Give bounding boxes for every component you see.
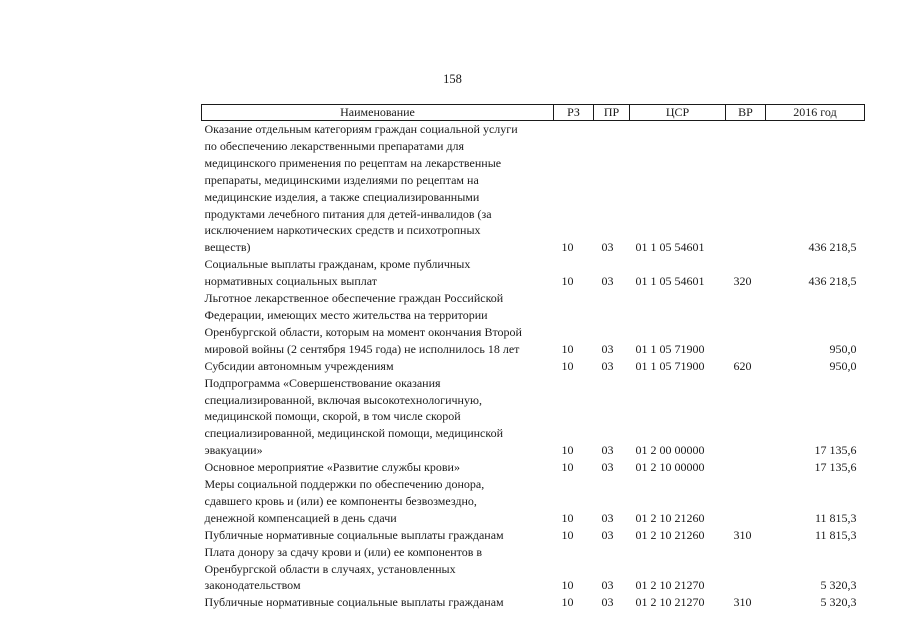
row-name-line: Субсидии автономным учреждениям xyxy=(204,358,394,373)
row-name xyxy=(202,459,554,476)
header-name: Наименование xyxy=(202,105,554,121)
row-vr xyxy=(726,375,766,460)
row-pr: 03 xyxy=(601,595,614,610)
row-name-line: Публичные нормативные социальные выплаты гражданам xyxy=(204,527,504,542)
row-name-line: денежной компенсацией в день сдачи xyxy=(204,510,397,525)
table-header xyxy=(202,105,865,121)
row-name xyxy=(202,476,554,527)
row-csr: 01 1 05 54601 xyxy=(635,274,705,289)
row-vr: 310 xyxy=(733,595,752,610)
row-name-line: препараты, медицинскими изделиями по рецептам на xyxy=(204,172,479,187)
row-vr: 320 xyxy=(733,274,752,289)
row-csr: 01 2 10 21260 xyxy=(635,527,705,542)
table-row xyxy=(202,594,865,611)
row-vr xyxy=(726,290,766,358)
row-pr: 03 xyxy=(601,443,614,458)
table-row xyxy=(202,121,865,257)
budget-table xyxy=(201,104,865,611)
row-csr: 01 2 10 00000 xyxy=(635,460,705,475)
row-name-line: Основное мероприятие «Развитие службы крови» xyxy=(204,460,460,475)
row-name xyxy=(202,544,554,595)
row-name-line: Плата донору за сдачу крови и (или) ее компонентов в xyxy=(204,544,483,559)
row-name-line: нормативных социальных выплат xyxy=(204,274,378,289)
row-name-line: специализированной, медицинской помощи, медицинской xyxy=(204,426,504,441)
row-name-line: по обеспечению лекарственными препаратами для xyxy=(204,138,464,153)
row-pr: 03 xyxy=(601,460,614,475)
row-amount: 5 320,3 xyxy=(820,595,857,610)
row-rz: 10 xyxy=(561,443,574,458)
row-rz: 10 xyxy=(561,510,574,525)
table-row xyxy=(202,256,865,290)
table-row xyxy=(202,527,865,544)
row-vr xyxy=(726,476,766,527)
row-vr xyxy=(726,459,766,476)
row-rz: 10 xyxy=(561,460,574,475)
row-name-line: Льготное лекарственное обеспечение граждан Российской xyxy=(204,291,504,306)
row-name-line: сдавшего кровь и (или) ее компоненты безвозмездно, xyxy=(204,493,477,508)
header-row xyxy=(202,105,865,121)
row-name xyxy=(202,290,554,358)
row-csr: 01 1 05 71900 xyxy=(635,341,705,356)
row-vr: 310 xyxy=(733,527,752,542)
row-amount: 17 135,6 xyxy=(814,443,857,458)
row-amount: 11 815,3 xyxy=(814,510,857,525)
row-amount: 950,0 xyxy=(829,358,857,373)
table-body xyxy=(202,121,865,612)
header-pr: ПР xyxy=(594,105,630,121)
header-vr: ВР xyxy=(726,105,766,121)
row-amount: 436 218,5 xyxy=(808,240,857,255)
row-rz: 10 xyxy=(561,358,574,373)
row-name-line: специализированной, включая высокотехнологичную, xyxy=(204,392,482,407)
row-rz: 10 xyxy=(561,274,574,289)
row-rz: 10 xyxy=(561,527,574,542)
row-name-line: Публичные нормативные социальные выплаты гражданам xyxy=(204,595,504,610)
row-name-line: Федерации, имеющих место жительства на территории xyxy=(204,307,488,322)
row-csr: 01 2 10 21270 xyxy=(635,595,705,610)
row-vr: 620 xyxy=(733,358,752,373)
row-name-line: медицинской помощи, скорой, в том числе скорой xyxy=(204,409,461,424)
row-name xyxy=(202,256,554,290)
row-name-line: Оренбургской области в случаях, установленных xyxy=(204,561,456,576)
row-csr: 01 2 00 00000 xyxy=(635,443,705,458)
row-csr: 01 1 05 71900 xyxy=(635,358,705,373)
row-amount: 436 218,5 xyxy=(808,274,857,289)
row-name xyxy=(202,594,554,611)
header-rz: РЗ xyxy=(554,105,594,121)
row-name-line: Меры социальной поддержки по обеспечению донора, xyxy=(204,477,485,492)
row-name-line: исключением наркотических средств и психотропных xyxy=(204,223,481,238)
row-amount: 11 815,3 xyxy=(814,527,857,542)
table-row xyxy=(202,290,865,358)
row-name-line: Социальные выплаты гражданам, кроме публичных xyxy=(204,257,471,272)
row-name-line: веществ) xyxy=(204,240,251,255)
row-csr: 01 2 10 21260 xyxy=(635,510,705,525)
row-pr: 03 xyxy=(601,578,614,593)
row-rz: 10 xyxy=(561,595,574,610)
table-row xyxy=(202,544,865,595)
row-name-line: эвакуации» xyxy=(204,443,263,458)
row-name xyxy=(202,121,554,257)
row-pr: 03 xyxy=(601,341,614,356)
row-pr: 03 xyxy=(601,510,614,525)
row-amount: 17 135,6 xyxy=(814,460,857,475)
table-row xyxy=(202,375,865,460)
row-name-line: медицинские изделия, а также специализированными xyxy=(204,189,480,204)
row-name-line: мировой войны (2 сентября 1945 года) не исполнилось 18 лет xyxy=(204,341,520,356)
table-row xyxy=(202,459,865,476)
row-name xyxy=(202,375,554,460)
row-name xyxy=(202,358,554,375)
header-year: 2016 год xyxy=(766,105,865,121)
row-csr: 01 2 10 21270 xyxy=(635,578,705,593)
row-name xyxy=(202,527,554,544)
row-name-line: Оренбургской области, которым на момент окончания Второй xyxy=(204,324,522,339)
row-name-line: медицинского применения по рецептам на лекарственные xyxy=(204,155,502,170)
row-amount: 5 320,3 xyxy=(820,578,857,593)
page-number: 158 xyxy=(443,72,462,86)
row-name-line: Подпрограмма «Совершенствование оказания xyxy=(204,375,441,390)
row-name-line: законодательством xyxy=(204,578,301,593)
row-name-line: Оказание отдельным категориям граждан социальной услуги xyxy=(204,122,518,136)
table-row xyxy=(202,358,865,375)
row-csr: 01 1 05 54601 xyxy=(635,240,705,255)
header-csr: ЦСР xyxy=(630,105,726,121)
row-pr: 03 xyxy=(601,527,614,542)
table-row xyxy=(202,476,865,527)
row-pr: 03 xyxy=(601,240,614,255)
row-rz: 10 xyxy=(561,341,574,356)
row-amount: 950,0 xyxy=(829,341,857,356)
row-vr xyxy=(726,544,766,595)
row-pr: 03 xyxy=(601,358,614,373)
row-rz: 10 xyxy=(561,240,574,255)
row-vr xyxy=(726,121,766,257)
row-pr: 03 xyxy=(601,274,614,289)
row-name-line: продуктами лечебного питания для детей-инвалидов (за xyxy=(204,206,492,221)
row-rz: 10 xyxy=(561,578,574,593)
